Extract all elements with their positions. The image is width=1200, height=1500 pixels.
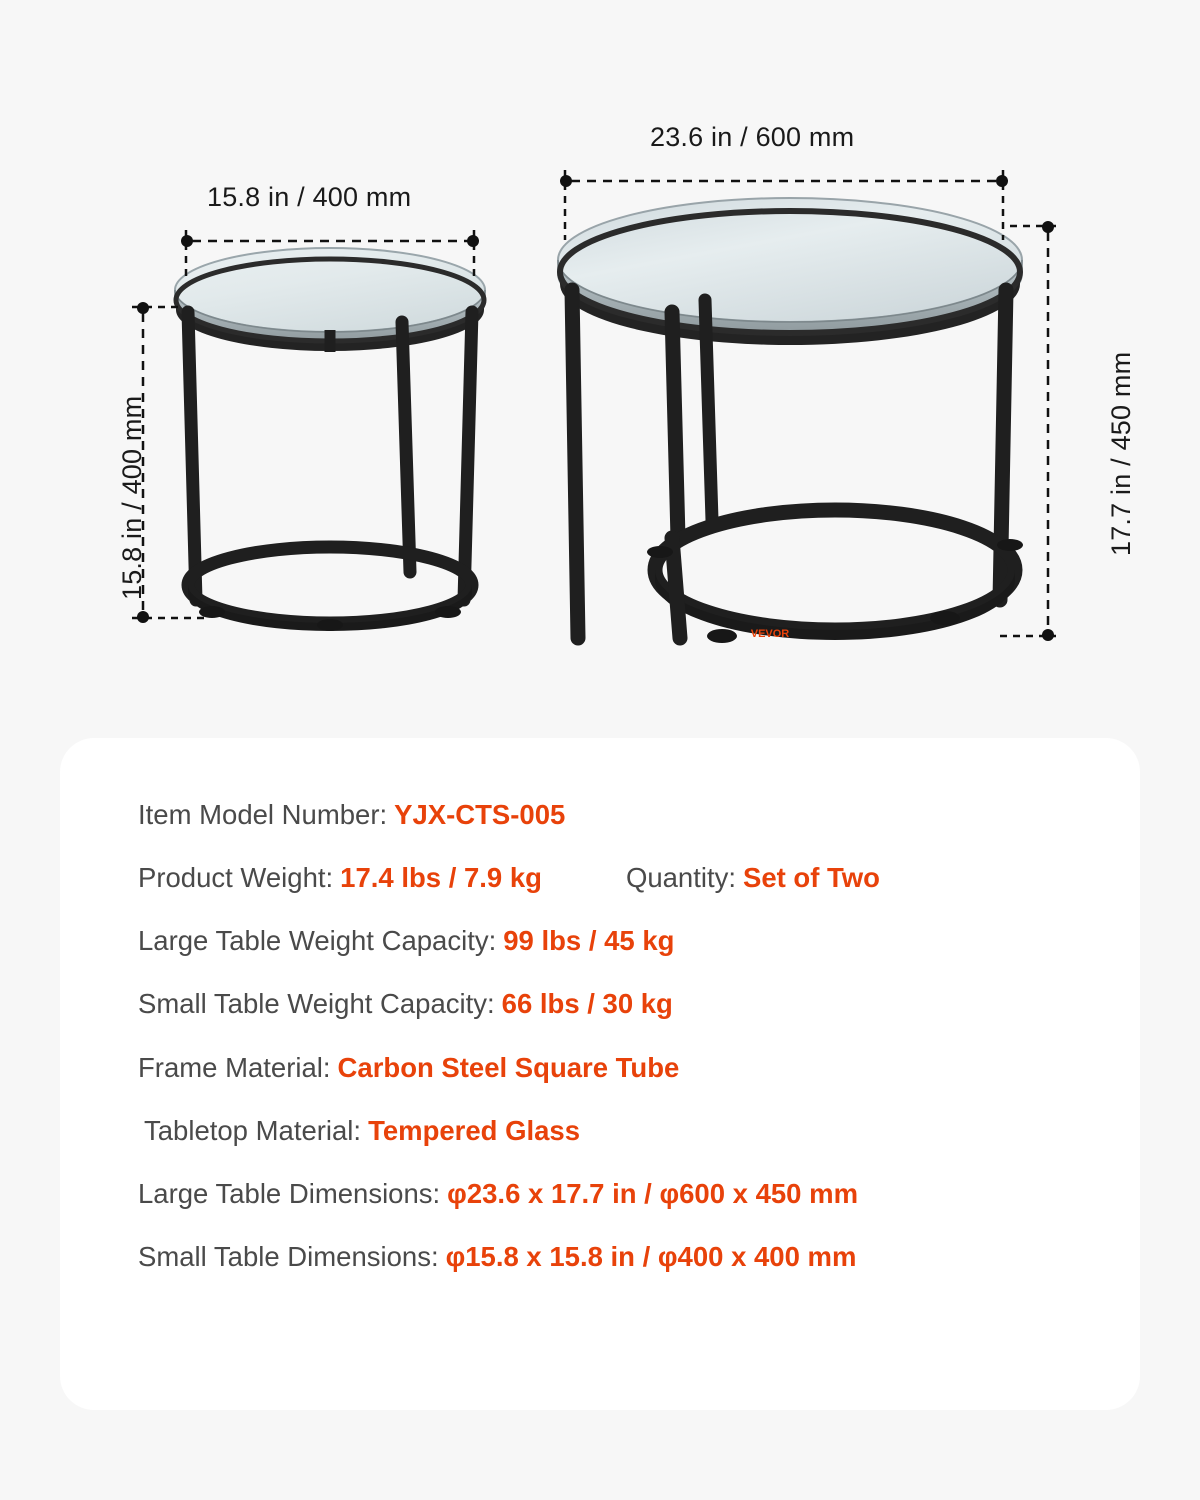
spec-value-secondary: Set of Two: [743, 862, 880, 894]
large-table-width-label: 23.6 in / 600 mm: [650, 122, 855, 152]
large-table-graphic: [558, 198, 1023, 643]
spec-value: YJX-CTS-005: [394, 799, 566, 830]
spec-value: φ15.8 x 15.8 in / φ400 x 400 mm: [445, 1240, 857, 1272]
spec-row: [138, 1238, 1062, 1275]
spec-label: Item Model Number:: [138, 799, 388, 830]
spec-label-secondary: Quantity:: [625, 862, 736, 894]
spec-secondary-group: [626, 859, 880, 896]
small-table-graphic: [175, 248, 485, 631]
product-dimension-diagram: [0, 0, 1200, 740]
small-table-width-label: 15.8 in / 400 mm: [207, 182, 412, 212]
spec-value: 66 lbs / 30 kg: [501, 988, 673, 1020]
spec-label: Tabletop Material:: [144, 1114, 362, 1146]
vevor-brand-mark: VEVOR: [750, 628, 790, 640]
spec-row: [138, 1112, 1062, 1149]
spec-value: 17.4 lbs / 7.9 kg: [340, 862, 542, 894]
spec-value: Tempered Glass: [368, 1114, 581, 1146]
specifications-card: [60, 738, 1140, 1410]
spec-row: [138, 859, 1062, 896]
spec-label: Large Table Weight Capacity:: [138, 925, 497, 957]
spec-value: 99 lbs / 45 kg: [503, 925, 675, 957]
spec-label: Small Table Dimensions:: [138, 1240, 439, 1272]
small-table-height-label: 15.8 in / 400 mm: [117, 395, 147, 600]
spec-row: [138, 922, 1062, 959]
spec-value: Carbon Steel Square Tube: [337, 1051, 680, 1083]
spec-row: [138, 1049, 1062, 1086]
tables-illustration: [0, 0, 1200, 740]
spec-row: [138, 1175, 1062, 1212]
large-table-height-label: 17.7 in / 450 mm: [1106, 351, 1136, 556]
spec-value: φ23.6 x 17.7 in / φ600 x 450 mm: [447, 1177, 859, 1209]
spec-label: Large Table Dimensions:: [138, 1177, 441, 1209]
spec-row: [138, 985, 1062, 1022]
spec-row: [138, 796, 1062, 833]
spec-label: Small Table Weight Capacity:: [138, 988, 495, 1020]
spec-label: Frame Material:: [138, 1051, 331, 1083]
spec-label: Product Weight:: [138, 862, 334, 894]
